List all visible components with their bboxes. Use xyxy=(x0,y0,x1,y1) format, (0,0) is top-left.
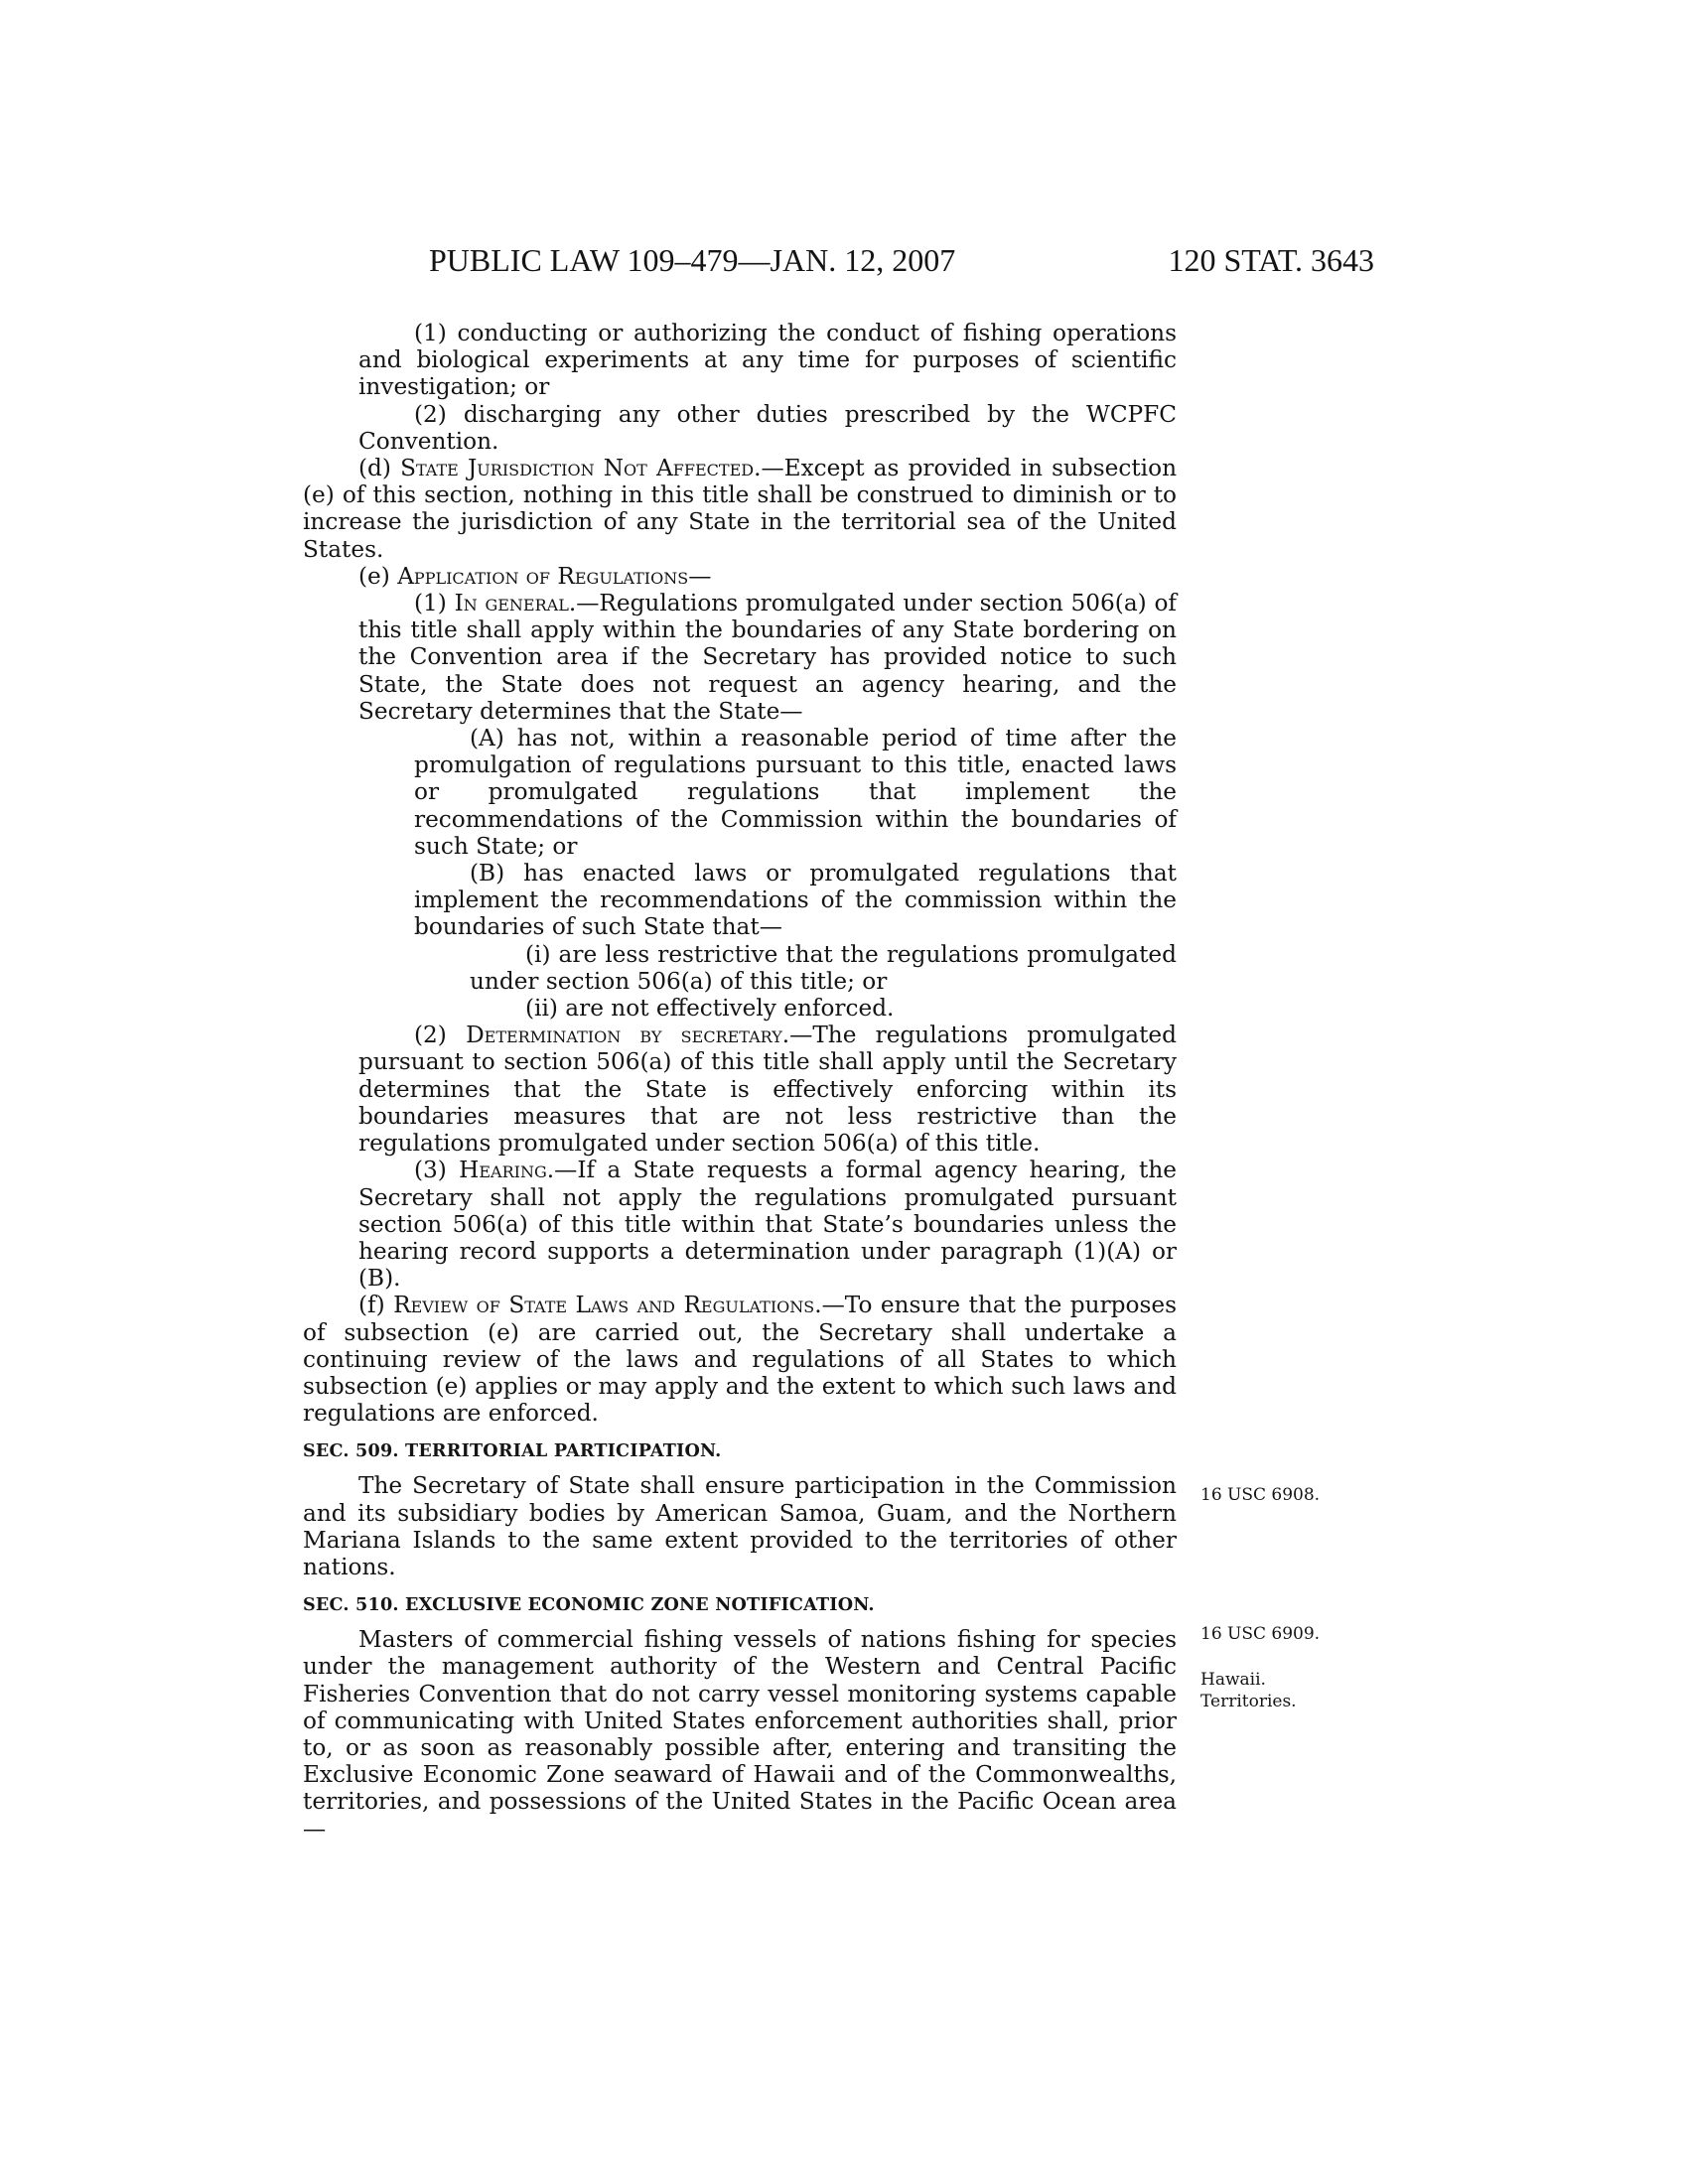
paragraph-f-number: (f) xyxy=(358,1292,394,1319)
paragraph-e-text: — xyxy=(688,562,712,590)
paragraph-e1b-ii: (ii) are not effectively enforced. xyxy=(525,995,895,1023)
paragraph-e-number: (e) xyxy=(358,562,398,590)
section-509-text: The Secretary of State shall ensure participation in the Commission and its subsidiary bodies by American Samoa, Guam, and the Northern Mariana Islands to the same extent provided to the territories of other nations. xyxy=(303,1472,1177,1580)
paragraph-c1: (1) conducting or authorizing the conduct of fishing operations and biological experiments at any time for purposes of scientific investigation; or xyxy=(358,320,1177,401)
paragraph-e-heading: Application of Regulations xyxy=(397,562,689,590)
running-head-title: PUBLIC LAW 109–479—JAN. 12, 2007 xyxy=(429,242,956,278)
page-citation: 120 STAT. 3643 xyxy=(1168,242,1374,278)
paragraph-e3-heading: Hearing. xyxy=(459,1157,555,1184)
paragraph-e2-heading: Determination by secretary. xyxy=(466,1022,790,1049)
paragraph-c2: (2) discharging any other duties prescribed by the WCPFC Convention. xyxy=(358,400,1177,455)
paragraph-e1b: (B) has enacted laws or promulgated regulations that implement the recommendations of the commission within the boundaries of such State that— xyxy=(414,860,1177,941)
paragraph-e1 xyxy=(303,590,1177,725)
section-509-heading: SEC. 509. TERRITORIAL PARTICIPATION. xyxy=(303,1440,722,1462)
paragraph-f-text: —To ensure that the purposes of subsection (e) are carried out, the Secretary shall undertake a continuing review of the laws and regulations of all States to which subsection (e) applies or may apply and the extent to which such laws and regulations are enforced. xyxy=(303,1292,1177,1428)
paragraph-d xyxy=(303,455,1177,563)
paragraph-e1-text: —Regulations promulgated under section 506(a) of this title shall apply within the boundaries of any State bordering on the Convention area if the Secretary has provided notice to such State, the State does not request an agency hearing, and the Secretary determines that the State— xyxy=(358,590,1177,725)
paragraph-e xyxy=(303,563,1177,590)
margin-note-usc-6909: 16 USC 6909. xyxy=(1200,1624,1321,1644)
paragraph-e3-text: —If a State requests a formal agency hearing, the Secretary shall not apply the regulations promulgated pursuant section 506(a) of this title within that State’s boundaries unless the hearing record supports a determination under paragraph (1)(A) or (B). xyxy=(358,1157,1177,1293)
paragraph-e1-heading: In general. xyxy=(454,590,577,617)
page-header xyxy=(429,242,1374,282)
paragraph-e2 xyxy=(303,1022,1177,1157)
document-body xyxy=(303,320,1177,1843)
paragraph-f-heading: Review of State Laws and Regulations. xyxy=(393,1292,822,1319)
margin-note-territories: Territories. xyxy=(1200,1692,1297,1711)
paragraph-e1-number: (1) xyxy=(414,590,455,617)
paragraph-d-heading: State Jurisdiction Not Affected. xyxy=(400,455,762,482)
paragraph-f xyxy=(303,1292,1177,1427)
margin-note-usc-6908: 16 USC 6908. xyxy=(1200,1485,1321,1505)
paragraph-e3-number: (3) xyxy=(414,1157,460,1184)
paragraph-d-number: (d) xyxy=(358,455,401,482)
paragraph-d-text: —Except as provided in subsection (e) of this section, nothing in this title shall be construed to diminish or to increase the jurisdiction of any State in the territorial sea of the United States. xyxy=(303,455,1177,563)
section-510-heading: SEC. 510. EXCLUSIVE ECONOMIC ZONE NOTIFICATION. xyxy=(303,1594,875,1616)
paragraph-e2-text: —The regulations promulgated pursuant to section 506(a) of this title shall apply until the Secretary determines that the State is effectively enforcing within its boundaries measures that are not less restrictive than the regulations promulgated under section 506(a) of this title. xyxy=(358,1022,1177,1158)
margin-note-hawaii: Hawaii. xyxy=(1200,1670,1266,1690)
section-510-text: Masters of commercial fishing vessels of nations fishing for species under the management authority of the Western and Central Pacific Fisheries Convention that do not carry vessel monitoring systems capable of communicating with United States enforcement authorities shall, prior to, or as soon as reasonably possible after, entering and transiting the Exclusive Economic Zone seaward of Hawaii and of the Commonwealths, territories, and possessions of the United States in the Pacific Ocean area— xyxy=(303,1626,1177,1843)
paragraph-e1b-i: (i) are less restrictive that the regulations promulgated under section 506(a) of this title; or xyxy=(470,940,1177,995)
paragraph-e1a: (A) has not, within a reasonable period of time after the promulgation of regulations pursuant to this title, enacted laws or promulgated regulations that implement the recommendations of the Commission within the boundaries of such State; or xyxy=(414,725,1177,860)
paragraph-e3 xyxy=(303,1157,1177,1292)
paragraph-e2-number: (2) xyxy=(414,1022,467,1049)
